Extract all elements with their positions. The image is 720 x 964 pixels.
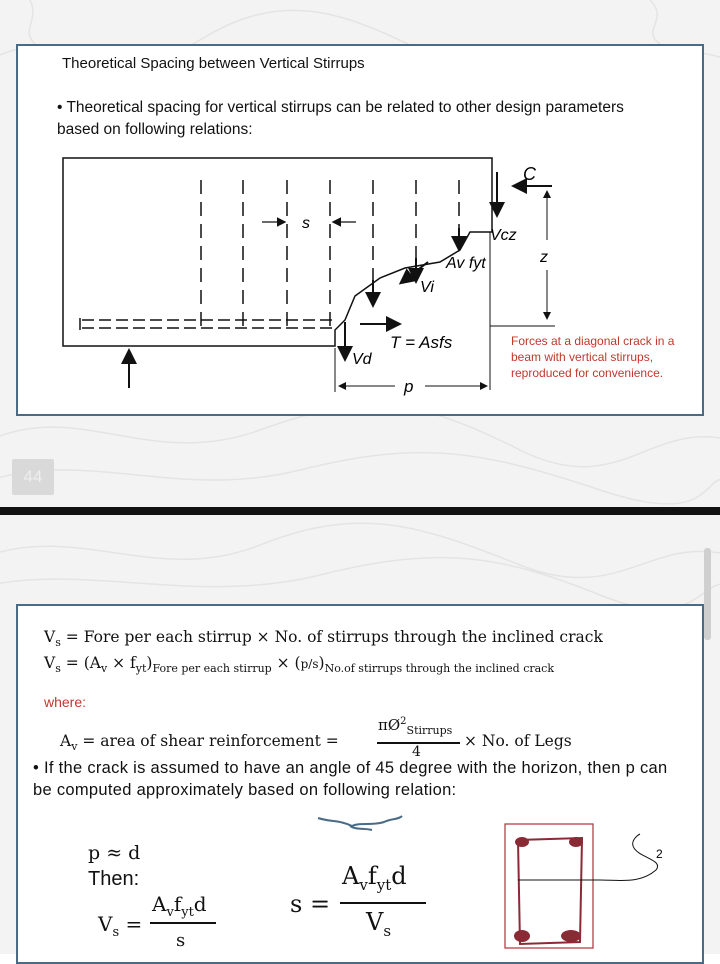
equation-av: $A_v$ = area of shear reinforcement = [60,732,339,754]
label-Avfyt: Av fyt [446,255,486,272]
s-formula-lhs: s = [290,890,331,918]
vs-formula-numerator: $A_vf_{yt}d$ [152,892,207,920]
label-s: s [302,215,310,232]
slide-title: Theoretical Spacing between Vertical Stirrups [62,55,365,72]
then-label: Then: [88,868,140,890]
vs-formula-lhs: $V_s$ = [98,912,143,940]
no-of-legs: × No. of Legs [464,732,572,750]
label-Vi: Vi [420,279,434,296]
label-Vcz: Vcz [490,227,517,244]
page-number: 44 [12,459,54,495]
crack-angle-bullet: • If the crack is assumed to have an angle of 45 degree with the horizon, then p can be computed approximately based on following relation: [33,759,668,799]
section-annotation-number: 2 [656,847,663,861]
stirrups [201,180,459,330]
av-fraction-denominator: 4 [412,744,421,760]
figure-caption: Forces at a diagonal crack in a beam with vertical stirrups, reproduced for convenience. [511,334,675,380]
beam-outline [63,158,492,346]
vs-formula-bar [150,922,216,924]
longitudinal-bar [82,320,335,328]
s-formula-numerator: $A_vf_{yt}d$ [342,862,407,894]
where-label: where: [44,694,87,710]
s-formula-denominator: $V_s$ [366,908,392,940]
s-formula-bar [340,902,426,904]
label-T: T = Asfs [390,333,453,352]
equation-vs-definition: $V_s$ = Fore per each stirrup × No. of stirrups through the inclined crack [44,628,603,650]
label-z: z [540,249,548,266]
vs-formula-denominator: s [176,930,186,951]
av-fraction-numerator: $\pi Ø^2_{Stirrups}$ [378,716,453,737]
label-Vd: Vd [352,351,372,368]
equation-vs-expanded: $V_s = (A_v \times f_{yt})_{Fore per each stirrup} \times (p/s)_{No.of stirrups through the inclined crack}$ [44,654,555,676]
slide-divider [0,507,720,515]
label-p: p [404,377,414,396]
bullet-text: • Theoretical spacing for vertical stirrups can be related to other design parameters based on following relations: [57,99,624,138]
p-approx-d: p ≈ d [88,842,141,864]
scrollbar[interactable] [704,548,711,640]
label-C: C [523,164,536,184]
